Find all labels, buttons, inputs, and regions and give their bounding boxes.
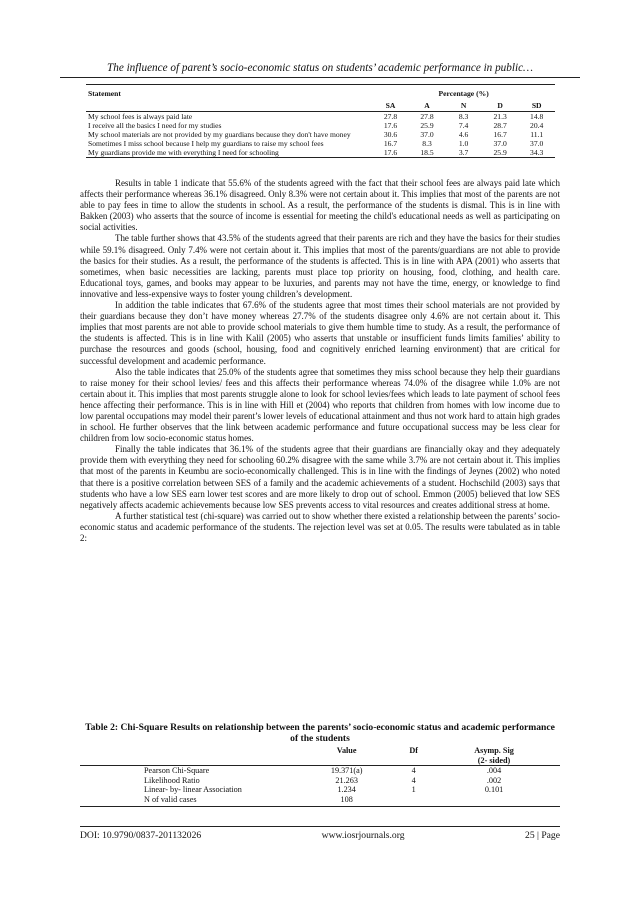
- col-percentage: Percentage (%): [372, 85, 555, 99]
- table-row: Likelihood Ratio 21.263 4 .002: [144, 775, 502, 785]
- subcol-n: N: [445, 98, 482, 112]
- col-statement: Statement: [86, 85, 372, 99]
- table-2: [80, 746, 560, 807]
- footer-site: www.iosrjournals.org: [321, 830, 405, 841]
- table-row: My guardians provide me with everything I need for schooling 17.6 18.5 3.7 25.9 34.3: [86, 148, 555, 158]
- table-2-caption: Table 2: Chi-Square Results on relationship between the parents’ socio-economic status and academic performance of the students: [85, 722, 555, 744]
- paragraph-4: Also the table indicates that 25.0% of the students agree that sometimes they miss school because they help their guardians to raise money for their school levies/ fees and this affects their performance whereas 74.0% of the disagree while 1.0% are not certain about it. This implies that most parents struggle alone to look for school levies/fees which leads to late payment of school fees hence affecting their performance. This is in line with Hill et (2004) who reports that children from homes with low income due to low parental occupations may model their parent’s lower levels of educational attainment and thus not work hard to attain high grades in school. He further observes that the link between academic performance and future occupational success may be less clear for children from low socio-economic status homes.: [80, 366, 560, 444]
- subcol-a: A: [409, 98, 446, 112]
- page-footer: [80, 826, 560, 841]
- paragraph-3: In addition the table indicates that 67.6% of the students agree that most times their school materials are not provided by their guardians because they don’t have money whereas 27.7% of the students disagree only 4.6% are not certain about it. This implies that most parents are not able to provide school materials to give them humble time to study. As a result, the performance of the students is affected. This is in line with Kalil (2005) who asserts that unstable or insufficient funds limits families’ ability to purchase the resources and goods (school, housing, food and cognitively enriched learning environment) that are critical for successful development and academic performance.: [80, 300, 560, 366]
- paragraph-5: Finally the table indicates that 36.1% of the students agree that their guardians are financially okay and they adequately provide them with everything they need for schooling 60.2% disagree with the same while 3.7% are not certain about it. This implies that most of the parents in Keumbu are socio-economically challenged. This is in line with the findings of Jeynes (2002) who noted that there is a positive correlation between SES of a family and the academic achievements of a student. Hochschild (2003) says that students who have a low SES earn lower test scores and are more likely to drop out of school. Emmon (2005) believed that low SES negatively affects academic achievements because low SES prevents access to vital resources and creates additional stress at home.: [80, 444, 560, 510]
- table-row: Sometimes I miss school because I help my guardians to raise my school fees 16.7 8.3 1.0 37.0 37.0: [88, 139, 544, 148]
- paragraph-2: The table further shows that 43.5% of the students agreed that their parents are rich and they have the basics for their studies while 59.1% disagreed. Only 7.4% were not certain about it. This implies that most of the parents/guardians are not able to provide the basics for their studies. As a result, the performance of the students is affected. This is in line with APA (2001) who asserts that sometimes, when basic necessities are lacking, parents must place top priority on housing, food, clothing, and health care. Educational toys, games, and books may appear to be luxuries, and parents may not have the time, energy, or knowledge to find innovative and less-expensive ways to foster young children’s development.: [80, 233, 560, 299]
- table-row: My school materials are not provided by my guardians because they don't have money 30.6 37.0 4.6 16.7 11.1: [88, 130, 544, 139]
- table-row: Linear- by- linear Association 1.234 1 0.101: [144, 785, 504, 795]
- col-value: Value: [336, 746, 357, 755]
- subcol-sa: SA: [372, 98, 409, 112]
- col-df: Df: [409, 746, 418, 755]
- table-row: N of valid cases 108: [80, 795, 560, 806]
- table-row: My school fees is always paid late 27.8 27.8 8.3 21.3 14.8: [88, 112, 544, 121]
- table-1: [86, 84, 555, 158]
- footer-doi: DOI: 10.9790/0837-201132026: [80, 830, 202, 841]
- subcol-d: D: [482, 98, 519, 112]
- table-row: I receive all the basics I need for my studies 17.6 25.9 7.4 28.7 20.4: [88, 121, 544, 130]
- running-header: The influence of parent’s socio-economic status on students’ academic performance in public…: [60, 62, 580, 78]
- col-sig-sided: (2- sided): [428, 756, 560, 766]
- table-row: Pearson Chi-Square 19.371(a) 4 .004: [144, 766, 502, 776]
- paragraph-6: A further statistical test (chi-square) was carried out to show whether there existed a relationship between the parents’ socio-economic status and academic performance of the students. The rejection level was set at 0.05. The results were tabulated as in table 2:: [80, 510, 560, 543]
- footer-page: 25 | Page: [525, 830, 560, 841]
- col-sig: Asymp. Sig: [474, 746, 514, 755]
- body-text: [80, 178, 560, 544]
- subcol-sd: SD: [518, 98, 555, 112]
- paragraph-1: Results in table 1 indicate that 55.6% of the students agreed with the fact that their school fees are always paid late which affects their performance whereas 36.1% disagreed. Only 8.3% were not certain about it. This implies that most of the parents are not able to pay fees in time to allow the students in school. As a result, the performance of the students is dismal. This is in line with Bakken (2003) who asserts that the source of income is essential for meeting the child's educational needs as well as participating on social activities.: [80, 178, 560, 233]
